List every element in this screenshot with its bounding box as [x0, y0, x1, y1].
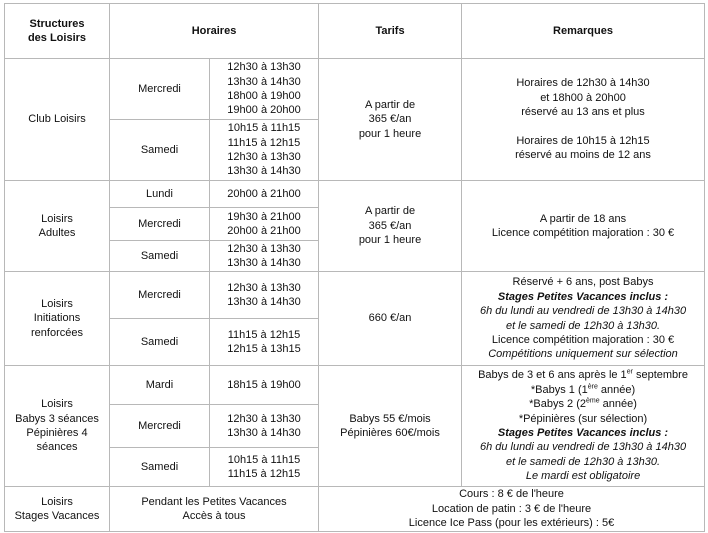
- stages-name: [5, 487, 110, 532]
- time-slot: 19h30 à 21h00: [227, 210, 301, 223]
- time-slot: 11h15 à 12h15: [227, 468, 301, 480]
- times-cell: [210, 241, 319, 272]
- remark-line: et le samedi de 12h30 à 13h30.: [505, 319, 661, 332]
- tarif-line: pour 1 heure: [358, 127, 422, 140]
- remark-line: Horaires de 12h30 à 14h30: [516, 77, 650, 90]
- times-cell: [210, 319, 319, 366]
- header-horaires: Horaires: [110, 4, 319, 59]
- club-loisirs-row-1: [5, 59, 705, 120]
- horaires-line: Pendant les Petites Vacances: [141, 495, 287, 508]
- time-slot: 18h00 à 19h00: [227, 90, 301, 102]
- times-cell: 20h00 à 21h00: [210, 181, 319, 208]
- day-cell: Mercredi: [110, 59, 210, 120]
- remark-text: *Babys 2 (2: [529, 398, 586, 411]
- initiations-name: [5, 272, 110, 366]
- header-tarifs: Tarifs: [319, 4, 462, 59]
- initiations-row-1: [5, 272, 705, 319]
- time-slot: 13h30 à 14h30: [227, 165, 301, 178]
- adultes-remarks: [462, 181, 705, 272]
- header-structures-line: Structures: [29, 17, 85, 30]
- tarif-line: Pépinières 60€/mois: [340, 427, 440, 439]
- time-slot: 12h30 à 13h30: [227, 61, 301, 74]
- time-slot: 12h30 à 13h30: [227, 242, 301, 255]
- stages-tarif: [319, 487, 705, 532]
- tarif-line: Licence Ice Pass (pour les extérieurs) : 5€: [408, 517, 615, 530]
- header-structures: [5, 4, 110, 59]
- day-cell: Lundi: [110, 181, 210, 208]
- time-slot: 13h30 à 14h30: [227, 257, 301, 269]
- adultes-tarif: [319, 181, 462, 272]
- day-cell: Samedi: [110, 120, 210, 181]
- superscript: ère: [587, 383, 598, 391]
- remark-line: 6h du lundi au vendredi de 13h30 à 14h30: [479, 441, 687, 454]
- tarif-line: Cours : 8 € de l'heure: [459, 488, 564, 501]
- remark-line: réservé au moins de 12 ans: [515, 149, 651, 162]
- remark-line: *Pépinières (sur sélection): [518, 412, 648, 425]
- tarif-line: 365 €/an: [368, 113, 412, 126]
- club-loisirs-tarif: [319, 59, 462, 181]
- times-cell: [210, 59, 319, 120]
- remark-line: Licence compétition majoration : 30 €: [491, 333, 675, 346]
- time-slot: 11h15 à 12h15: [227, 136, 301, 149]
- time-slot: 11h15 à 12h15: [227, 328, 301, 341]
- name-line: renforcées: [31, 326, 83, 339]
- remark-line: Compétitions uniquement sur sélection: [488, 348, 678, 361]
- day-cell: Mercredi: [110, 405, 210, 448]
- adultes-row-1: [5, 181, 705, 208]
- time-slot: 12h30 à 13h30: [227, 281, 301, 294]
- remark-line: [464, 368, 702, 382]
- remark-text: septembre: [632, 369, 688, 382]
- tarif-line: Babys 55 €/mois: [349, 412, 431, 425]
- times-cell: [210, 120, 319, 181]
- superscript: er: [626, 368, 633, 376]
- name-line: Initiations: [33, 312, 81, 325]
- time-slot: 20h00 à 21h00: [227, 225, 301, 237]
- remark-line: Licence compétition majoration : 30 €: [491, 227, 675, 239]
- horaires-line: Accès à tous: [182, 510, 246, 522]
- babys-name: [5, 366, 110, 487]
- time-slot: 13h30 à 14h30: [227, 296, 301, 308]
- remark-line: A partir de 18 ans: [539, 212, 627, 225]
- stages-title: Stages Petites Vacances inclus :: [497, 290, 669, 303]
- tarif-line: A partir de: [364, 98, 416, 111]
- day-cell: Samedi: [110, 448, 210, 487]
- day-cell: Mercredi: [110, 208, 210, 241]
- babys-row-1: [5, 366, 705, 405]
- remark-text: année): [597, 383, 636, 396]
- adultes-name: [5, 181, 110, 272]
- remark-line: et le samedi de 12h30 à 13h30.: [505, 455, 661, 468]
- name-line: Babys 3 séances: [15, 412, 99, 425]
- time-slot: 12h30 à 13h30: [227, 151, 301, 163]
- header-row: [5, 4, 705, 59]
- time-slot: 10h15 à 11h15: [227, 453, 301, 466]
- name-line: Adultes: [38, 227, 76, 239]
- remark-line: et 18h00 à 20h00: [540, 91, 626, 104]
- remark-line: réservé au 13 ans et plus: [521, 106, 645, 119]
- initiations-tarif: 660 €/an: [319, 272, 462, 366]
- time-slot: 12h30 à 13h30: [227, 412, 301, 425]
- initiations-remarks: [462, 272, 705, 366]
- tarif-line: 365 €/an: [368, 219, 412, 232]
- times-cell: [210, 448, 319, 487]
- times-cell: [210, 208, 319, 241]
- times-cell: [210, 405, 319, 448]
- day-cell: Samedi: [110, 241, 210, 272]
- remark-line: 6h du lundi au vendredi de 13h30 à 14h30: [479, 305, 687, 318]
- header-remarques: Remarques: [462, 4, 705, 59]
- time-slot: 13h30 à 14h30: [227, 427, 301, 439]
- times-cell: 18h15 à 19h00: [210, 366, 319, 405]
- name-line: Loisirs: [41, 398, 73, 411]
- time-slot: 13h30 à 14h30: [227, 75, 301, 88]
- day-cell: Samedi: [110, 319, 210, 366]
- name-line: Stages Vacances: [14, 510, 100, 522]
- club-loisirs-name: Club Loisirs: [5, 59, 110, 181]
- header-structures-line: des Loisirs: [27, 32, 87, 44]
- club-loisirs-remarks: [462, 59, 705, 181]
- stages-horaires: [110, 487, 319, 532]
- babys-remarks: [462, 366, 705, 487]
- remark-spacer: [464, 120, 702, 134]
- leisure-schedule-table: [4, 3, 705, 532]
- remark-line: [464, 397, 702, 411]
- babys-tarif: [319, 366, 462, 487]
- name-line: Loisirs: [41, 212, 73, 225]
- tarif-line: A partir de: [364, 205, 416, 218]
- remark-line: Le mardi est obligatoire: [525, 470, 641, 483]
- day-cell: Mardi: [110, 366, 210, 405]
- name-line: Loisirs: [41, 495, 73, 508]
- name-line: Pépinières 4: [26, 427, 88, 439]
- tarif-line: Location de patin : 3 € de l'heure: [431, 502, 592, 515]
- stages-title: Stages Petites Vacances inclus :: [497, 427, 669, 439]
- time-slot: 19h00 à 20h00: [227, 104, 301, 117]
- remark-text: Babys de 3 et 6 ans après le 1: [478, 369, 627, 382]
- remark-text: *Babys 1 (1: [530, 383, 588, 396]
- day-cell: Mercredi: [110, 272, 210, 319]
- time-slot: 12h15 à 13h15: [227, 343, 301, 355]
- remark-line: Horaires de 10h15 à 12h15: [516, 134, 650, 147]
- time-slot: 10h15 à 11h15: [227, 122, 301, 135]
- remark-text: année): [599, 398, 637, 411]
- stages-row: [5, 487, 705, 532]
- remark-line: [464, 383, 702, 397]
- superscript: ème: [585, 397, 600, 405]
- name-line: séances: [36, 441, 78, 454]
- times-cell: [210, 272, 319, 319]
- name-line: Loisirs: [41, 297, 73, 310]
- tarif-line: pour 1 heure: [358, 234, 422, 247]
- remark-line: Réservé + 6 ans, post Babys: [512, 276, 654, 289]
